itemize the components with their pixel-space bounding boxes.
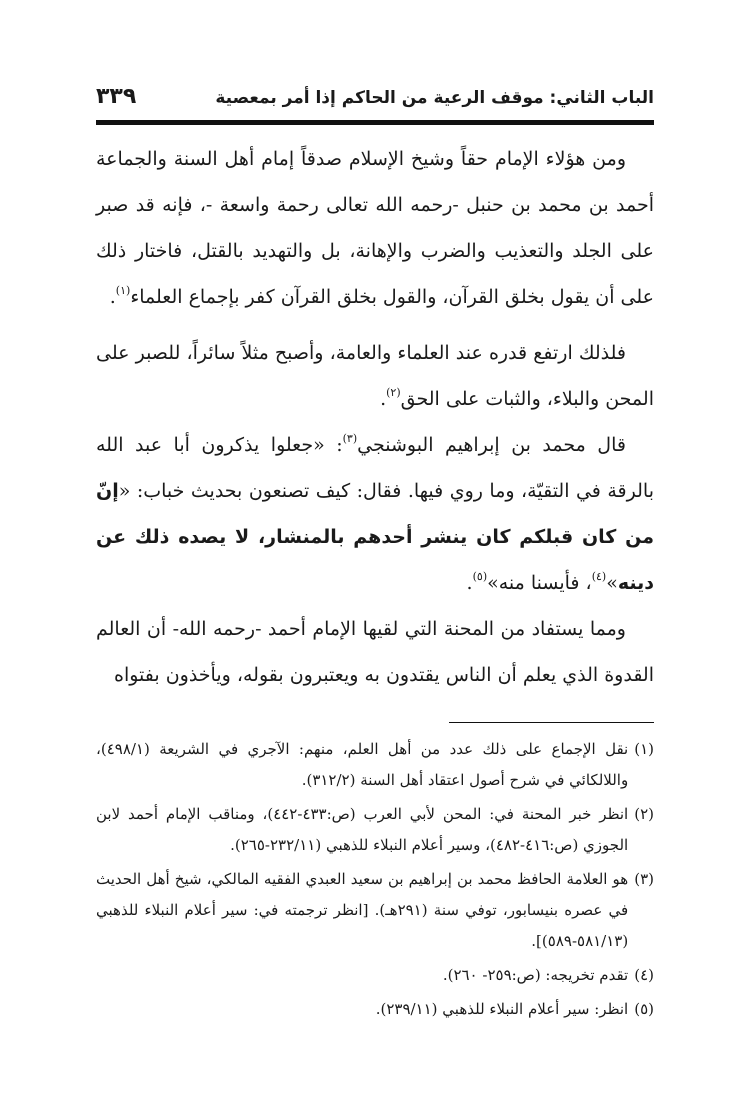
footnote-3 bbox=[96, 864, 654, 957]
footnote-ref-5[interactable]: (٥) bbox=[472, 570, 488, 583]
footnote-number: (٣) bbox=[634, 870, 654, 888]
footnote-1 bbox=[96, 734, 654, 796]
footnote-5 bbox=[96, 994, 654, 1025]
footnote-ref-4[interactable]: (٤) bbox=[591, 570, 607, 583]
footnote-number: (٢) bbox=[634, 805, 654, 823]
paragraph-2-text: فلذلك ارتفع قدره عند العلماء والعامة، وأصبح مثلاً سائراً، للصبر على المحن والبلاء، والثبات على الحق bbox=[96, 342, 654, 410]
footnote-number: (٤) bbox=[634, 966, 654, 984]
paragraph-1-end: . bbox=[109, 286, 116, 308]
page-number: ٣٣٩ bbox=[96, 84, 137, 109]
footnote-text: انظر خبر المحنة في: المحن لأبي العرب (ص:٤٣٣-٤٤٢)، ومناقب الإمام أحمد لابن الجوزي (ص:٤١٦-٤٨٢)، وسير أعلام النبلاء للذهبي (٢٣٢/١١-٢٦٥). bbox=[96, 805, 629, 854]
footnotes bbox=[96, 734, 654, 1028]
footnote-text: هو العلامة الحافظ محمد بن إبراهيم بن سعيد العبدي الفقيه المالكي، شيخ أهل الحديث في عصره بنيسابور، توفي سنة (٢٩١هـ). [انظر ترجمته في: سير أعلام النبلاء للذهبي (٥٨١/١٣-٥٨٩)]. bbox=[96, 870, 629, 950]
footnote-text: تقدم تخريجه: (ص:٢٥٩- ٢٦٠). bbox=[442, 966, 629, 984]
paragraph-1 bbox=[96, 136, 654, 320]
paragraph-2 bbox=[96, 330, 654, 422]
hadith-text: إنّ من كان قبلكم كان ينشر أحدهم بالمنشار، لا يصده ذلك عن دينه bbox=[96, 480, 654, 594]
footnote-ref-1[interactable]: (١) bbox=[115, 284, 131, 297]
paragraph-3-end: . bbox=[466, 572, 473, 594]
paragraph-4: ومما يستفاد من المحنة التي لقيها الإمام أحمد -رحمه الله- أن العالم القدوة الذي يعلم أن الناس يقتدون به ويعتبرون بقوله، ويأخذون بفتواه bbox=[96, 618, 654, 686]
footnote-separator bbox=[449, 722, 654, 723]
paragraph-3-quote: : «جعلوا يذكرون أبا عبد الله بالرقة في التقيّة، وما روي فيها. فقال: كيف تصنعون بحديث خباب: « bbox=[96, 434, 654, 502]
footnote-number: (١) bbox=[634, 740, 654, 758]
running-header bbox=[96, 84, 654, 120]
main-text bbox=[96, 136, 654, 698]
footnote-text: انظر: سير أعلام النبلاء للذهبي (٢٣٩/١١). bbox=[375, 1000, 629, 1018]
paragraph-2-end: . bbox=[380, 388, 387, 410]
footnote-text: نقل الإجماع على ذلك عدد من أهل العلم، منهم: الآجري في الشريعة (٤٩٨/١)، واللالكائي في شرح أصول اعتقاد أهل السنة (٣١٢/٢). bbox=[96, 740, 629, 789]
footnote-number: (٥) bbox=[634, 1000, 654, 1018]
paragraph-3 bbox=[96, 422, 654, 606]
footnote-2 bbox=[96, 799, 654, 861]
paragraph-3-continuation: ، فأيسنا منه» bbox=[487, 572, 592, 594]
footnote-ref-3[interactable]: (٣) bbox=[342, 432, 358, 445]
footnote-4 bbox=[96, 960, 654, 991]
header-rule bbox=[96, 120, 654, 125]
hadith-close: » bbox=[606, 572, 618, 594]
chapter-title: الباب الثاني: موقف الرعية من الحاكم إذا أمر بمعصية bbox=[215, 88, 654, 108]
paragraph-1-text: ومن هؤلاء الإمام حقاً وشيخ الإسلام صدقاً إمام أهل السنة والجماعة أحمد بن محمد بن حنبل -رحمه الله تعالى رحمة واسعة -، فإنه قد صبر على الجلد والتعذيب والضرب والإهانة، بل والتهديد بالقتل، فاختار ذلك على أن يقول بخلق القرآن، والقول بخلق القرآن كفر بإجماع العلماء bbox=[96, 148, 654, 308]
footnote-ref-2[interactable]: (٢) bbox=[386, 386, 401, 399]
paragraph-3-text: قال محمد بن إبراهيم البوشنجي bbox=[357, 434, 626, 456]
